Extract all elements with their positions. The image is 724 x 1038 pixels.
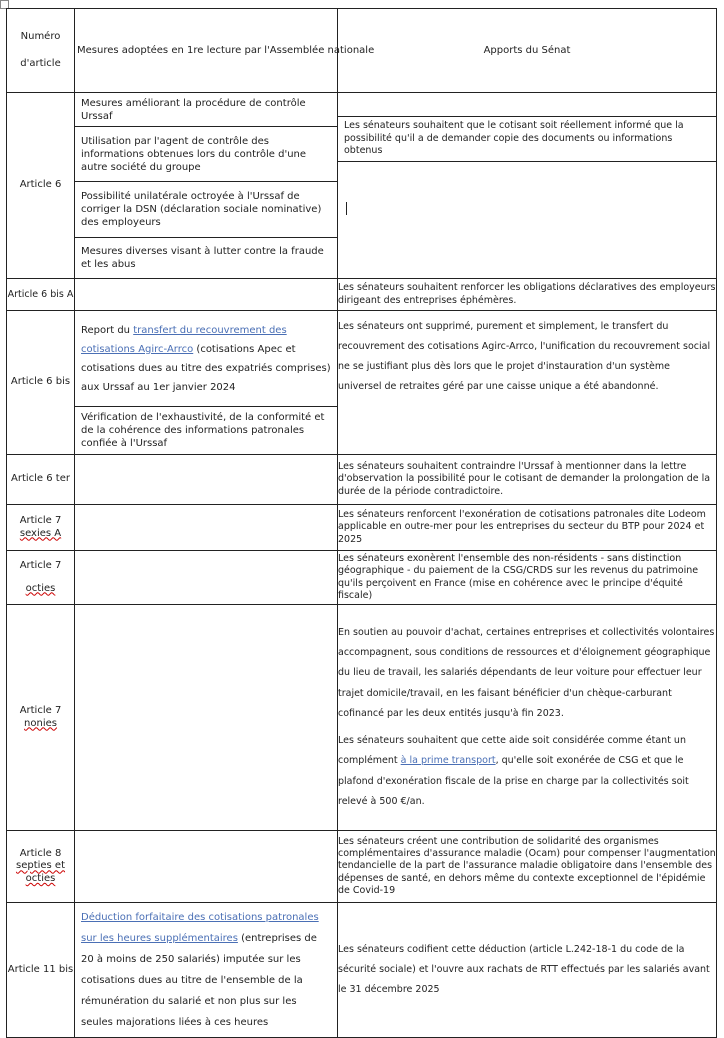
table-row-article-6-ter [7, 455, 717, 505]
article-6-measure-1: Mesures améliorant la procédure de contrôle Urssaf [75, 93, 337, 127]
article-6-ter-label: Article 6 ter [7, 455, 75, 505]
comparison-table [6, 8, 717, 1038]
article-7-nonies-senate-p2-post: , qu'elle soit exonérée de CSG et que le plafond d'exonération fiscale de la prise en charge par la collectivités soit relevé à 500 €/an. [338, 755, 689, 807]
table-row-article-6-bis [7, 311, 717, 455]
article-6-measure-2: Utilisation par l'agent de contrôle des informations obtenues lors du contrôle d'une autre société du groupe [75, 127, 337, 182]
article-7-sexies-a-label [7, 505, 75, 551]
header-measures: Mesures adoptées en 1re lecture par l'Assemblée nationale [75, 9, 338, 93]
article-7-octies-senate: Les sénateurs exonèrent l'ensemble des non-résidents - sans distinction géographique - du paiement de la CSG/CRDS sur les revenus du patrimoine qu'ils perçoivent en France (mise en cohérence avec le principe d'équité fiscale) [338, 551, 717, 605]
article-6-bis-senate: Les sénateurs ont supprimé, purement et simplement, le transfert du recouvrement des cotisations Agirc-Arrco, l'unification du recouvrement social ne se justifiant plus dès lors que le projet d'instauration d'un système universel de retraites géré par une caisse unique a été abandonné. [338, 311, 717, 455]
article-7-sexies-a-measures [75, 505, 338, 551]
article-7-nonies-senate [338, 605, 717, 831]
article-11-bis-measures-post: (entreprises de 20 à moins de 250 salariés) imputée sur les cotisations dues au titre de l'ensemble de la rémunération du salarié et non plus sur les seules majorations liées à ces heures [81, 933, 317, 1028]
article-6-senate-empty-2[interactable] [338, 162, 716, 262]
article-6-bis-measure-1-post: (cotisations Apec et cotisations dues au titre des expatriés comprises) aux Urssaf au 1er janvier 2024 [81, 343, 331, 393]
article-6-label: Article 6 [7, 93, 75, 279]
article-8-label-3: octies [25, 872, 56, 884]
recouvrement-link[interactable]: transfert du recouvrement des cotisations Agirc-Arrco [81, 324, 287, 355]
article-7-nonies-label-2: nonies [24, 717, 57, 729]
article-6-ter-senate: Les sénateurs souhaitent contraindre l'Urssaf à mentionner dans la lettre d'observation la possibilité pour le cotisant de demander la prolongation de la durée de la période contradictoire. [338, 455, 717, 505]
table-row-article-8 [7, 831, 717, 903]
table-row-article-7-nonies [7, 605, 717, 831]
table-row-article-7-octies [7, 551, 717, 605]
deduction-forfaitaire-link[interactable]: Déduction forfaitaire des cotisations patronales sur les heures supplémentaires [81, 912, 319, 944]
article-7-nonies-label-1: Article 7 [19, 705, 62, 716]
article-11-bis-senate: Les sénateurs codifient cette déduction (article L.242-18-1 du code de la sécurité sociale) et l'ouvre aux rachats de RTT effectués par les salariés avant le 31 décembre 2025 [338, 903, 717, 1038]
article-8-label-1: Article 8 [19, 847, 62, 859]
table-row-article-7-sexies-a [7, 505, 717, 551]
article-7-octies-label-1: Article 7 [19, 560, 62, 571]
prime-transport-link[interactable]: à la prime transport [400, 755, 496, 767]
article-6-measures [75, 93, 338, 279]
article-8-label-2: septies et [15, 860, 66, 872]
article-8-senate: Les sénateurs créent une contribution de solidarité des organismes complémentaires d'assurance maladie (Ocam) pour compenser l'augmentation tendancielle de la part de l'assurance maladie obligatoire dans l'ensemble des dépenses de santé, en dehors même du contexte exceptionnel de l'épidémie de Covid-19 [338, 831, 717, 903]
article-7-nonies-label [7, 605, 75, 831]
article-11-bis-label: Article 11 bis [7, 903, 75, 1038]
article-6-ter-measures [75, 455, 338, 505]
article-7-sexies-a-label-1: Article 7 [19, 515, 62, 526]
article-8-label [7, 831, 75, 903]
article-6-bis-measure-1-pre: Report du [81, 324, 134, 336]
article-7-nonies-measures [75, 605, 338, 831]
article-6-bis-a-measures [75, 279, 338, 311]
article-7-nonies-senate-p2-pre: Les sénateurs souhaitent que cette aide soit considérée comme étant un complément [338, 734, 686, 767]
article-6-bis-measure-2: Vérification de l'exhaustivité, de la conformité et de la cohérence des informations patronales confiée à l'Urssaf [81, 412, 325, 449]
article-6-bis-a-senate: Les sénateurs souhaitent renforcer les obligations déclaratives des employeurs dirigeant des entreprises éphémères. [338, 279, 717, 311]
article-6-measure-4: Mesures diverses visant à lutter contre la fraude et les abus [81, 246, 324, 270]
header-col1-line1: Numéro [20, 31, 61, 42]
article-6-senate [338, 93, 717, 279]
article-7-nonies-senate-p2 [338, 731, 716, 813]
article-8-measures [75, 831, 338, 903]
article-11-bis-measures [75, 903, 338, 1038]
article-6-senate-text: Les sénateurs souhaitent que le cotisant soit réellement informé que la possibilité qu'il a de demander copie des documents ou informations obtenus [338, 117, 716, 162]
article-6-senate-empty-1 [338, 93, 716, 117]
table-header-row [7, 9, 717, 93]
header-article-number [7, 9, 75, 93]
article-7-sexies-a-senate: Les sénateurs renforcent l'exonération de cotisations patronales dite Lodeom applicable en outre-mer pour les entreprises du secteur du BTP pour 2024 et 2025 [338, 505, 717, 551]
text-cursor [346, 202, 347, 215]
table-row-article-6-bis-a [7, 279, 717, 311]
article-6-measure-3: Possibilité unilatérale octroyée à l'Urssaf de corriger la DSN (déclaration sociale nominative) des employeurs [75, 182, 337, 238]
header-col1-line2: d'article [20, 57, 61, 69]
table-row-article-6 [7, 93, 717, 279]
article-7-octies-measures [75, 551, 338, 605]
header-senate: Apports du Sénat [338, 9, 717, 93]
article-6-bis-measures [75, 311, 338, 455]
article-6-bis-measure-1 [75, 311, 337, 407]
article-7-octies-label-2: octies [25, 582, 56, 594]
article-7-sexies-a-label-2: sexies A [19, 527, 62, 539]
article-6-bis-label: Article 6 bis [7, 311, 75, 455]
article-6-bis-a-label: Article 6 bis A [7, 279, 75, 311]
article-7-nonies-senate-p1: En soutien au pouvoir d'achat, certaines entreprises et collectivités volontaires accompagnent, sous conditions de ressources et d'éloignement géographique du lieu de travail, les salariés dépendants de leur voiture pour effectuer leur trajet domicile/travail, en les faisant bénéficier d'un chèque-carburant cofinancé par les deux entités jusqu'à fin 2023. [338, 626, 715, 720]
article-7-octies-label [7, 551, 75, 605]
table-row-article-11-bis [7, 903, 717, 1038]
